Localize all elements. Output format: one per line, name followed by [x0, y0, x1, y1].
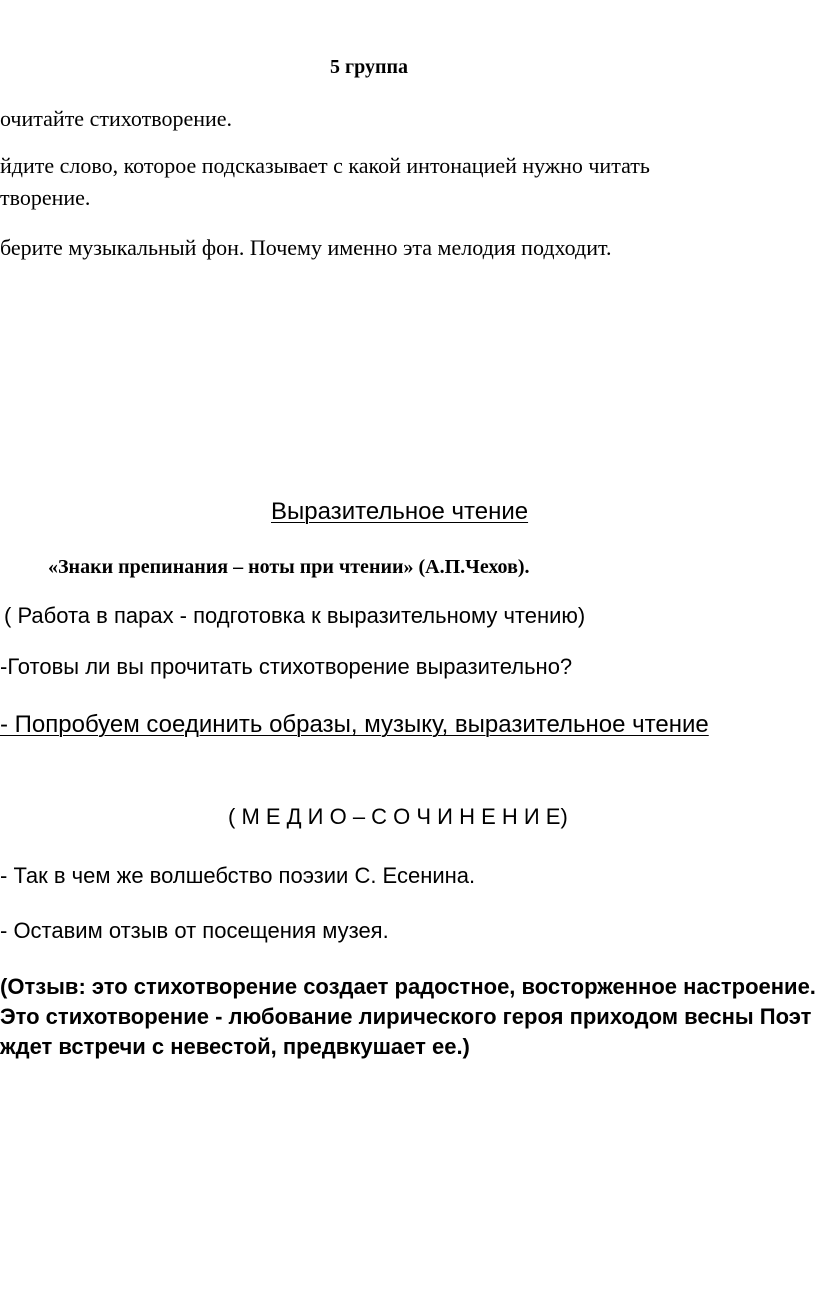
task-find-word: йдите слово, которое подсказывает с какой интонацией нужно читать — [0, 153, 650, 178]
chekhov-quote: «Знаки препинания – ноты при чтении» (А.П.Чехов). — [48, 556, 530, 578]
medio-composition: ( М Е Д И О – С О Ч И Н Е Н И Е) — [228, 804, 568, 829]
task-choose-music: берите музыкальный фон. Почему именно эта мелодия подходит. — [0, 235, 612, 260]
magic-question: - Так в чем же волшебство поэзии С. Есенина. — [0, 863, 476, 888]
task-read-poem: очитайте стихотворение. — [0, 106, 233, 131]
feedback-line-3: ждет встречи с невестой, предвкушает ее.) — [0, 1034, 470, 1059]
section-title: Выразительное чтение — [271, 498, 529, 525]
feedback-prompt: - Оставим отзыв от посещения музея. — [0, 918, 389, 943]
ready-question: -Готовы ли вы прочитать стихотворение выразительно? — [0, 654, 573, 679]
combine-heading: - Попробуем соединить образы, музыку, выразительное чтение — [0, 711, 709, 738]
group-title: 5 группа — [330, 56, 408, 78]
feedback-line-2: Это стихотворение - любование лирического героя приходом весны Поэт — [0, 1004, 812, 1029]
feedback-line-1: (Отзыв: это стихотворение создает радостное, восторженное настроение. — [0, 974, 816, 999]
task-find-word-continued: творение. — [0, 185, 91, 210]
pair-work-note: ( Работа в парах - подготовка к выразительному чтению) — [4, 603, 586, 628]
